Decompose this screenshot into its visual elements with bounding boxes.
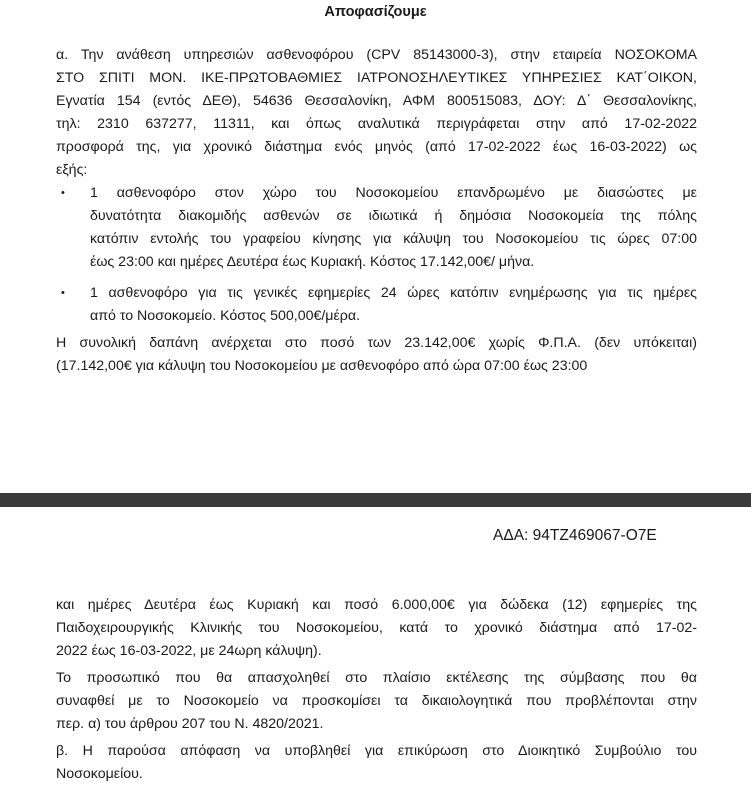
bullet-text-line: κατόπιν εντολής του γραφείου κίνησης για κάλυψη του Νοσοκομείου τις ώρες 07:00	[90, 231, 697, 247]
text-line: συναφθεί με το Νοσοκομείο να προσκομίσει τα δικαιολογητικά που προβλέπονται στην	[56, 693, 697, 709]
text-line: εξής:	[56, 162, 88, 178]
text-line: (17.142,00€ για κάλυψη του Νοσοκομείου με ασθενοφόρο από ώρα 07:00 έως 23:00	[56, 358, 588, 374]
text-line: Νοσοκομείου.	[56, 766, 143, 782]
decision-heading: Αποφασίζουμε	[324, 4, 427, 20]
text-line: και ημέρες Δευτέρα έως Κυριακή και ποσό 6.000,00€ για δώδεκα (12) εφημερίες της	[56, 597, 697, 613]
bullet-text-line: 1 ασθενοφόρο για τις γενικές εφημερίες 24 ώρες κατόπιν ενημέρωσης για τις ημέρες	[90, 285, 697, 301]
bullet-text-line: από το Νοσοκομείο. Κόστος 500,00€/μέρα.	[90, 308, 361, 324]
text-line: α. Την ανάθεση υπηρεσιών ασθενοφόρου (CPV 85143000-3), στην εταιρεία ΝΟΣΟΚΟΜΑ	[56, 47, 697, 63]
bullet-text-line: έως 23:00 και ημέρες Δευτέρα έως Κυριακή. Κόστος 17.142,00€/ μήνα.	[90, 254, 535, 270]
text-line: 2022 έως 16-03-2022, με 24ωρη κάλυψη).	[56, 643, 322, 659]
bullet-marker: •	[61, 287, 65, 299]
page-break-bar	[0, 493, 751, 507]
text-line: Το προσωπικό που θα απασχοληθεί στο πλαίσιο εκτέλεσης της σύμβασης που θα	[56, 670, 697, 686]
bullet-text-line: 1 ασθενοφόρο στον χώρο του Νοσοκομείου επανδρωμένο με διασώστες με	[90, 185, 697, 201]
text-line: προσφορά της, για χρονικό διάστημα ενός μηνός (από 17-02-2022 έως 16-03-2022) ως	[56, 139, 697, 155]
text-line: ΣΤΟ ΣΠΙΤΙ ΜΟΝ. ΙΚΕ-ΠΡΩΤΟΒΑΘΜΙΕΣ ΙΑΤΡΟΝΟΣΗΛΕΥΤΙΚΕΣ ΥΠΗΡΕΣΙΕΣ ΚΑΤ΄ΟΙΚΟΝ,	[56, 70, 697, 86]
text-line: β. Η παρούσα απόφαση να υποβληθεί για επικύρωση στο Διοικητικό Συμβούλιο του	[56, 743, 697, 759]
text-line: Παιδοχειρουργικής Κλινικής του Νοσοκομείου, κατά το χρονικό διάστημα από 17-02-	[56, 620, 697, 636]
text-line: Εγνατία 154 (εντός ΔΕΘ), 54636 Θεσσαλονίκη, ΑΦΜ 800515083, ΔΟΥ: Δ΄ Θεσσαλονίκης,	[56, 93, 697, 109]
text-line: περ. α) του άρθρου 207 του Ν. 4820/2021.	[56, 716, 324, 732]
bullet-marker: •	[61, 187, 65, 199]
bullet-text-line: δυνατότητα διακομιδής ασθενών σε ιδιωτικά ή δημόσια Νοσοκομεία της πόλης	[90, 208, 697, 224]
text-line: Η συνολική δαπάνη ανέρχεται στο ποσό των 23.142,00€ χωρίς Φ.Π.Α. (δεν υπόκειται)	[56, 335, 697, 351]
document-page-bottom	[0, 507, 751, 798]
text-line: τηλ: 2310 637277, 11311, και όπως αναλυτικά περιγράφεται στην από 17-02-2022	[56, 116, 697, 132]
ada-code: ΑΔΑ: 94ΤΖ469067-Ο7Ε	[493, 527, 657, 544]
